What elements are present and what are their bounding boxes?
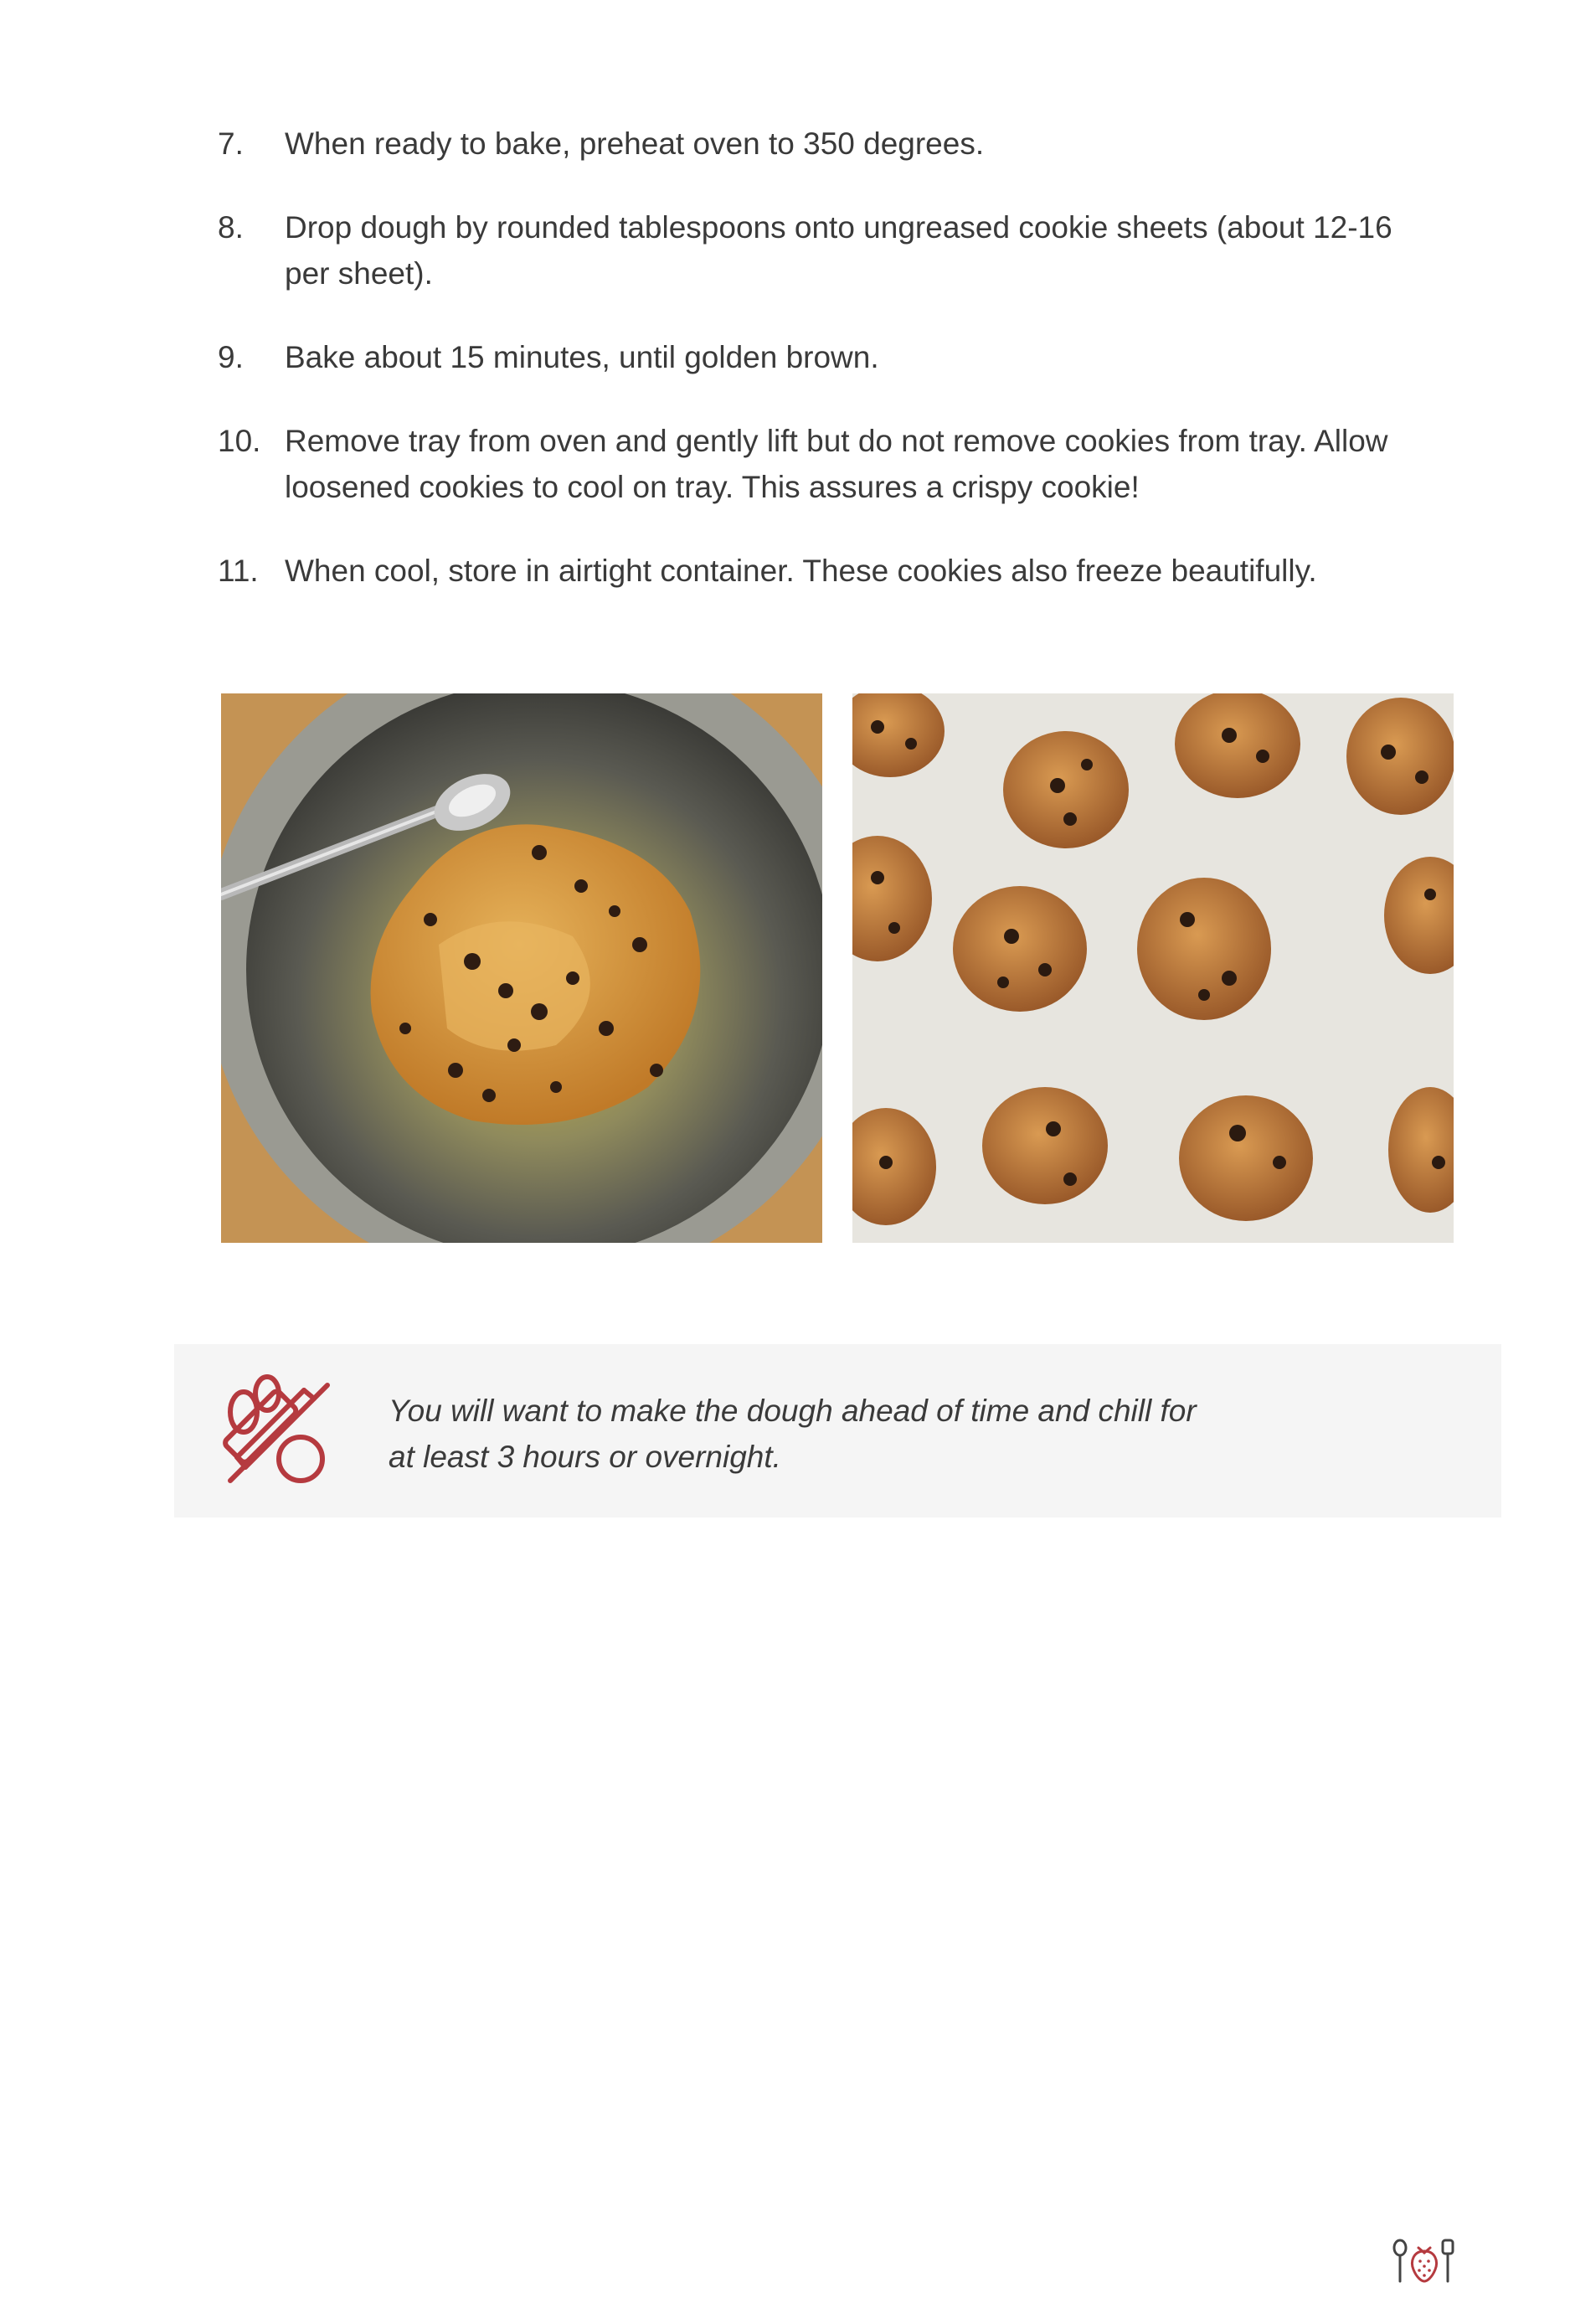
cookie-dough-bowl-photo [221,693,822,1243]
step-text: Drop dough by rounded tablespoons onto ungreased cookie sheets (about 12-16 per sheet). [285,210,1392,291]
step-text: Bake about 15 minutes, until golden brown. [285,340,879,374]
step-text: When cool, store in airtight container. These cookies also freeze beautifully. [285,554,1317,588]
tip-text: You will want to make the dough ahead of time and chill for at least 3 hours or overnight. [389,1394,1197,1474]
step-item [218,121,1423,167]
step-item [218,334,1423,380]
step-item [218,204,1423,296]
step-number: 11. [218,554,259,588]
step-number: 7. [218,126,244,161]
step-item [218,418,1423,510]
rolling-pin-icon [220,1373,337,1491]
kitchen-utensils-strawberry-logo [1392,2238,1457,2285]
step-number: 8. [218,210,244,245]
baked-cookies-tray-photo [852,693,1454,1243]
step-item [218,548,1423,594]
step-text: When ready to bake, preheat oven to 350 degrees. [285,126,985,161]
step-number: 9. [218,340,244,374]
step-number: 10. [218,424,261,458]
tip-callout [174,1344,1501,1518]
step-text: Remove tray from oven and gently lift but do not remove cookies from tray. Allow loosened cookies to cool on tray. This assures a crispy cookie! [285,424,1388,504]
instruction-steps [218,121,1423,631]
